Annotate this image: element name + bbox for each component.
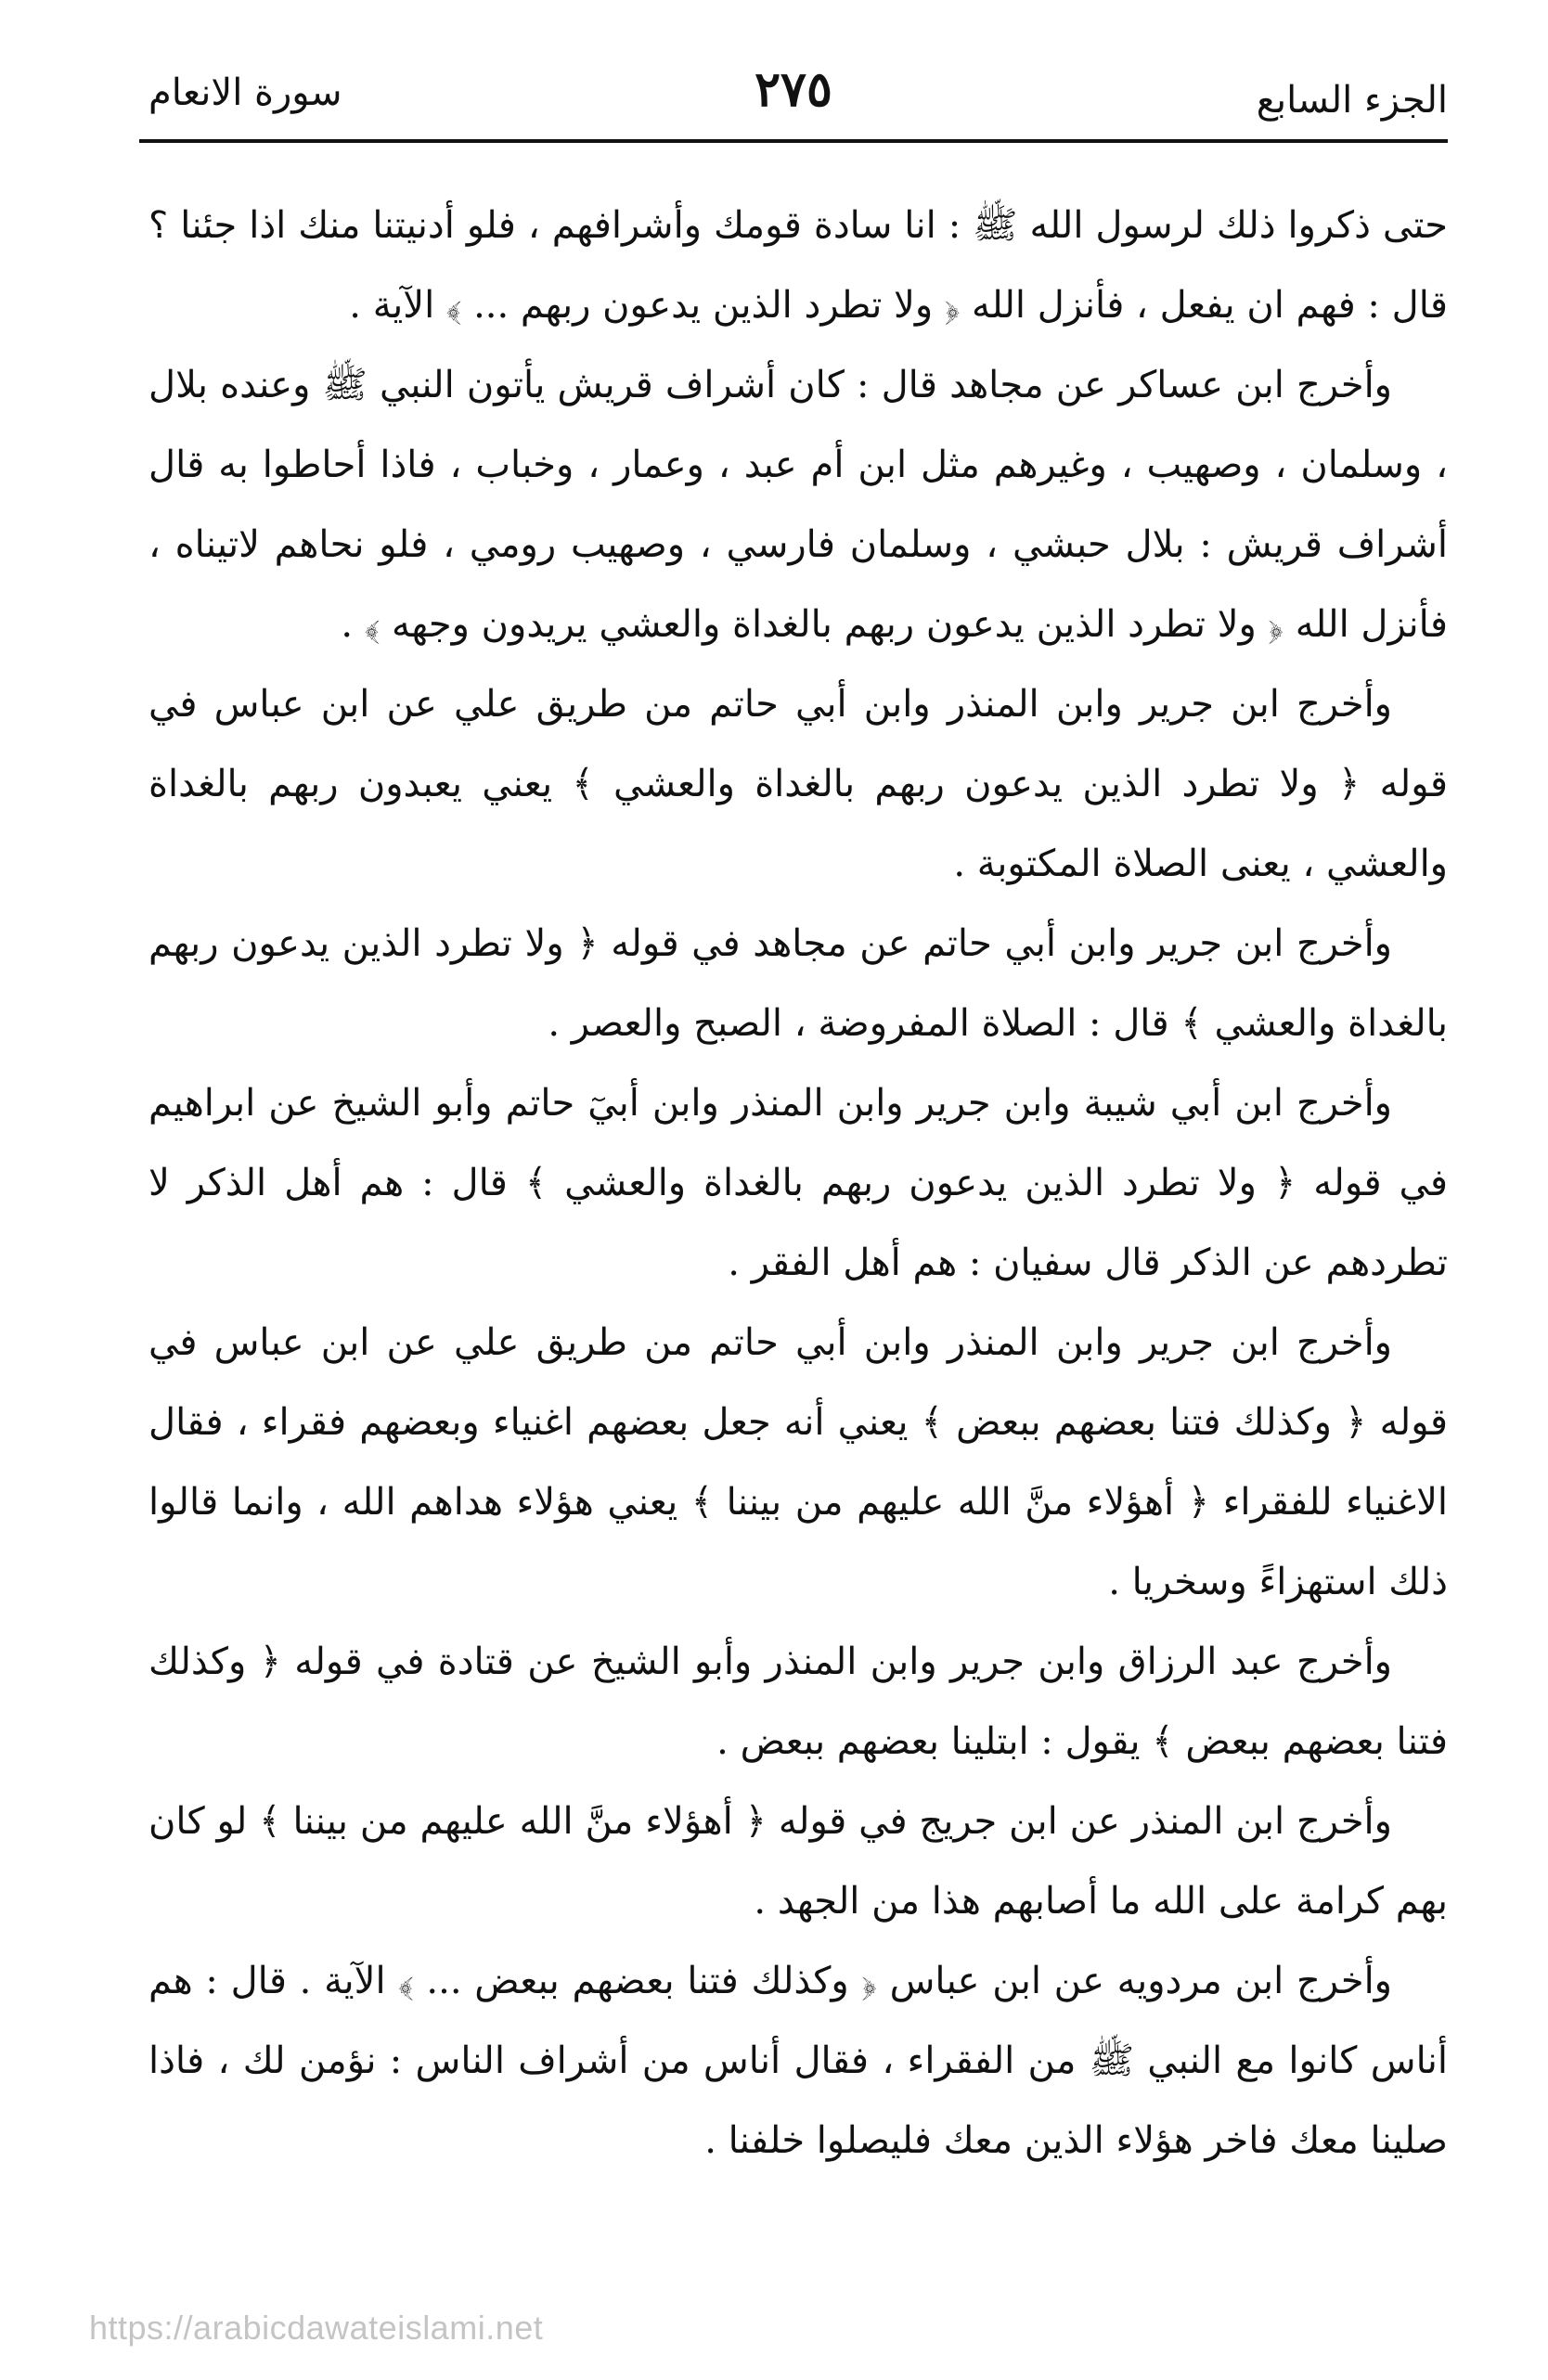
paragraph: وأخرج عبد الرزاق وابن جرير وابن المنذر وأبو الشيخ عن قتادة في قوله ﴿ وكذلك فتنا بعضهم ببعض ﴾ يقول : ابتلينا بعضهم ببعض . [148, 1640, 1448, 1763]
page-number: ٢٧٥ [755, 61, 832, 118]
paragraph: وأخرج ابن عساكر عن مجاهد قال : كان أشراف قريش يأتون النبي ﷺ وعنده بلال ، وسلمان ، وصهيب ، وغيرهم مثل ابن أم عبد ، وعمار ، وخباب ، فاذا أحاطوا به قال أشراف قريش : بلال حبشي ، وسلمان فارسي ، وصهيب رومي ، فلو نحاهم لاتيناه ، فأنزل الله ﴿ ولا تطرد الذين يدعون ربهم بالغداة والعشي يريدون وجهه ﴾ . [148, 364, 1448, 646]
part-label: الجزء السابع [1256, 79, 1448, 122]
paragraph: وأخرج ابن مردويه عن ابن عباس ﴿ وكذلك فتنا بعضهم ببعض ... ﴾ الآية . قال : هم أناس كانوا مع النبي ﷺ من الفقراء ، فقال أناس من أشراف الناس : نؤمن لك ، فاذا صلينا معك فاخر هؤلاء الذين معك فليصلوا خلفنا . [148, 1960, 1448, 2162]
paragraph: حتى ذكروا ذلك لرسول الله ﷺ : انا سادة قومك وأشرافهم ، فلو أدنيتنا منك اذا جئنا ؟ قال : فهم ان يفعل ، فأنزل الله ﴿ ولا تطرد الذين يدعون ربهم ... ﴾ الآية . [148, 204, 1448, 327]
page-header [139, 46, 1448, 148]
header-divider [139, 139, 1448, 143]
watermark-url: https://arabicdawateislami.net [89, 2309, 544, 2347]
paragraph: وأخرج ابن جرير وابن المنذر وابن أبي حاتم من طريق علي عن ابن عباس في قوله ﴿ ولا تطرد الذين يدعون ربهم بالغداة والعشي ﴾ يعني يعبدون ربهم بالغداة والعشي ، يعنى الصلاة المكتوبة . [148, 683, 1448, 885]
paragraph: وأخرج ابن جرير وابن أبي حاتم عن مجاهد في قوله ﴿ ولا تطرد الذين يدعون ربهم بالغداة والعشي ﴾ قال : الصلاة المفروضة ، الصبح والعصر . [148, 922, 1448, 1045]
surah-label: سورة الانعام [148, 71, 342, 114]
paragraph: وأخرج ابن أبي شيبة وابن جرير وابن المنذر وابن أبيٓ حاتم وأبو الشيخ عن ابراهيم في قوله ﴿ ولا تطرد الذين يدعون ربهم بالغداة والعشي ﴾ قال : هم أهل الذكر لا تطردهم عن الذكر قال سفيان : هم أهل الفقر . [148, 1082, 1448, 1284]
paragraph: وأخرج ابن جرير وابن المنذر وابن أبي حاتم من طريق علي عن ابن عباس في قوله ﴿ وكذلك فتنا بعضهم ببعض ﴾ يعني أنه جعل بعضهم اغنياء وبعضهم فقراء ، فقال الاغنياء للفقراء ﴿ أهؤلاء منَّ الله عليهم من بيننا ﴾ يعني هؤلاء هداهم الله ، وانما قالوا ذلك استهزاءً وسخريا . [148, 1321, 1448, 1603]
page-body [148, 186, 1448, 2181]
paragraph: وأخرج ابن المنذر عن ابن جريج في قوله ﴿ أهؤلاء منَّ الله عليهم من بيننا ﴾ لو كان بهم كرامة على الله ما أصابهم هذا من الجهد . [148, 1800, 1448, 1923]
